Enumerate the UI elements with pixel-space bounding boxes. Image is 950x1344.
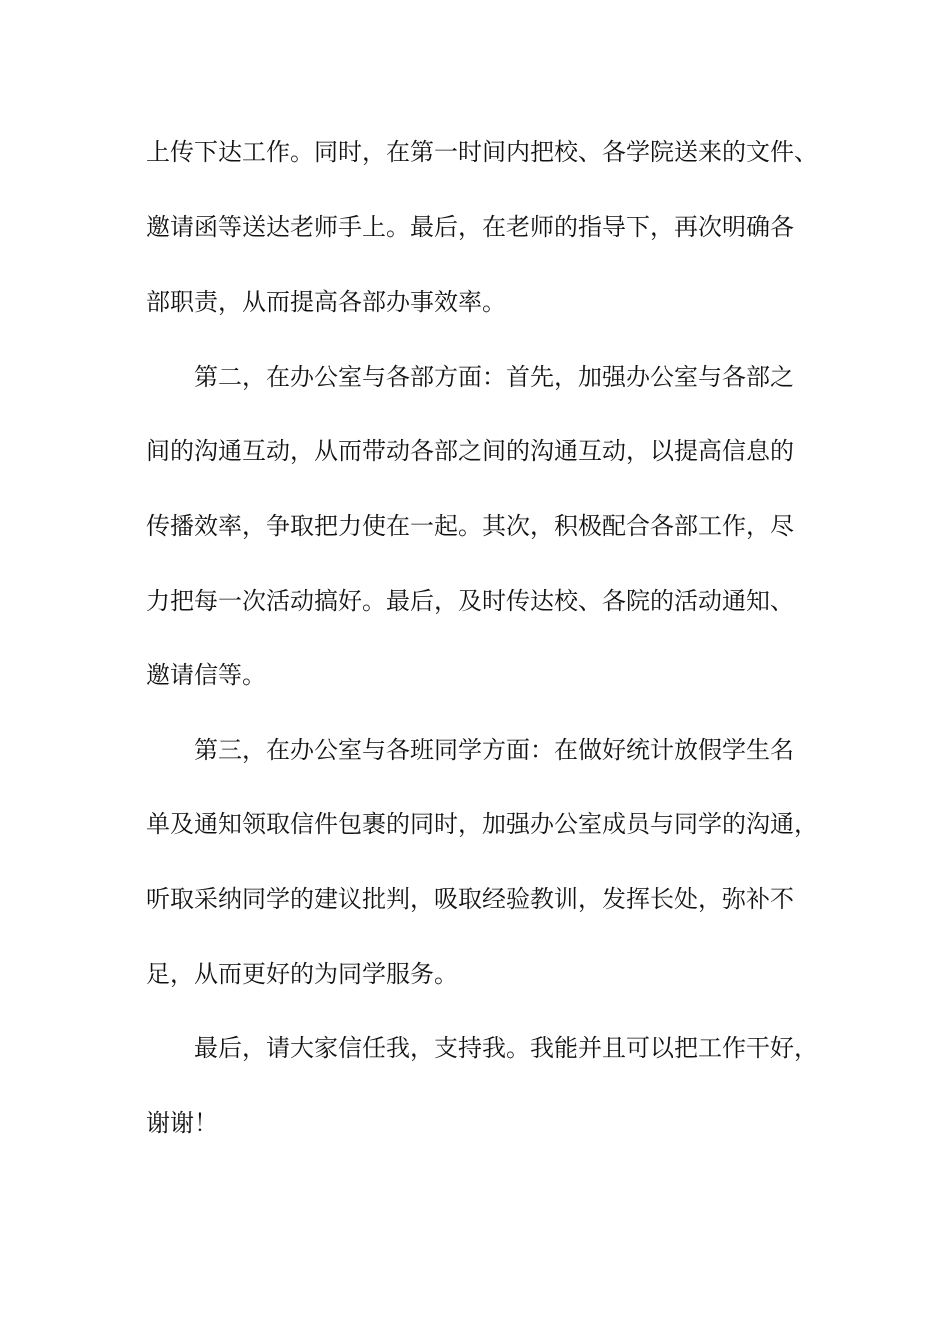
text-line: 听取采纳同学的建议批判，吸取经验教训，发挥长处，弥补不 bbox=[146, 885, 794, 913]
paragraph-start-line: 第三，在办公室与各班同学方面：在做好统计放假学生名 bbox=[194, 736, 794, 764]
text-line: 上传下达工作。同时，在第一时间内把校、各学院送来的文件、 bbox=[146, 138, 818, 166]
text-line: 力把每一次活动搞好。最后，及时传达校、各院的活动通知、 bbox=[146, 587, 794, 615]
text-line: 谢谢！ bbox=[146, 1109, 218, 1137]
paragraph-start-line: 最后，请大家信任我，支持我。我能并且可以把工作干好， bbox=[194, 1034, 818, 1062]
text-line: 单及通知领取信件包裹的同时，加强办公室成员与同学的沟通， bbox=[146, 810, 818, 838]
text-line: 邀请函等送达老师手上。最后，在老师的指导下，再次明确各 bbox=[146, 213, 794, 241]
text-line: 邀请信等。 bbox=[146, 661, 266, 689]
text-line: 足，从而更好的为同学服务。 bbox=[146, 960, 458, 988]
text-line: 间的沟通互动，从而带动各部之间的沟通互动，以提高信息的 bbox=[146, 437, 794, 465]
text-line: 部职责，从而提高各部办事效率。 bbox=[146, 288, 506, 316]
paragraph-start-line: 第二，在办公室与各部方面：首先，加强办公室与各部之 bbox=[194, 363, 794, 391]
text-line: 传播效率，争取把力使在一起。其次，积极配合各部工作，尽 bbox=[146, 512, 794, 540]
